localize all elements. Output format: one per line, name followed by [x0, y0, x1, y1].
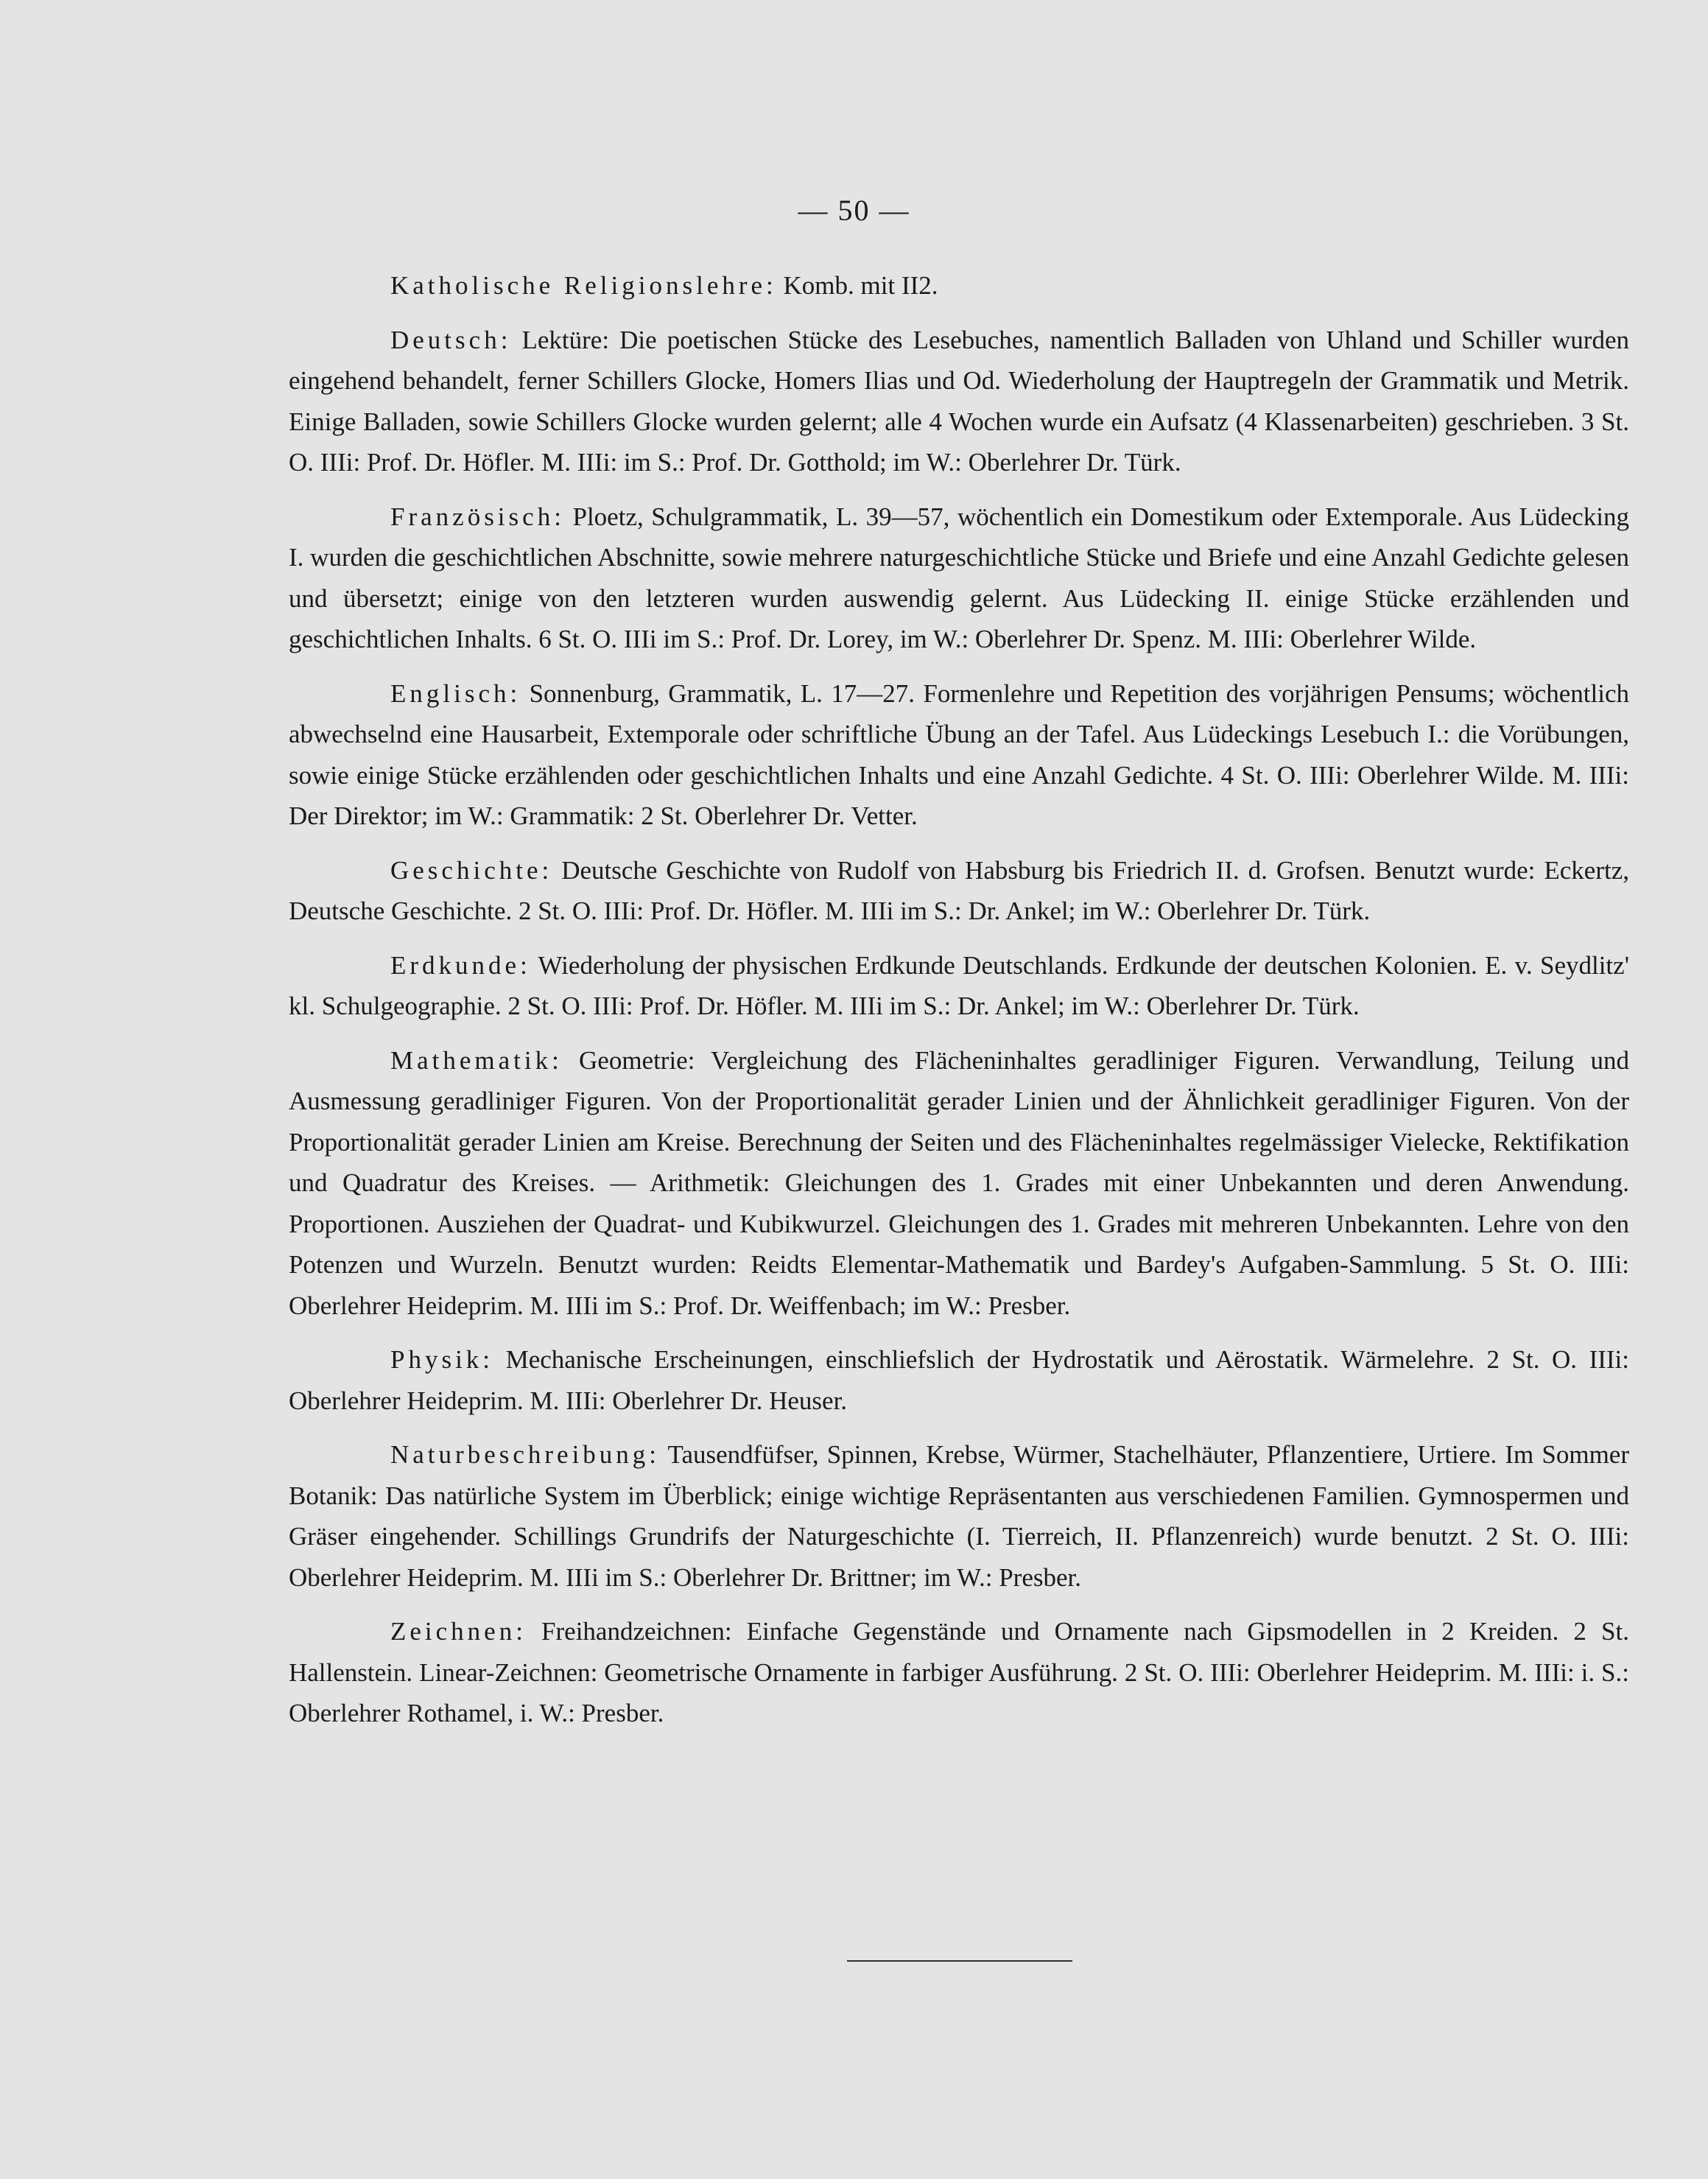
subject-paragraph — [289, 265, 1629, 306]
subject-text: Komb. mit II2. — [776, 271, 938, 300]
subject-title: Deutsch: — [390, 325, 512, 354]
subject-title: Zeichnen: — [390, 1617, 527, 1646]
subject-text: Tausendfüfser, Spinnen, Krebse, Würmer, Stachelhäuter, Pflanzentiere, Urtiere. Im Sommer Botanik: Das natürliche System im Überblick; einige wichtige Repräsentanten aus verschiedenen Familien. Gymnospermen und Gräser eingehender. Schillings Grundrifs der Naturgeschichte (I. Tierreich, II. Pflanzenreich) wurde benutzt. 2 St. O. IIIi: Oberlehrer Heideprim. M. IIIi im S.: Oberlehrer Dr. Brittner; im W.: Presber. — [289, 1440, 1629, 1592]
subject-title: Erdkunde: — [390, 950, 531, 980]
subject-text: Lektüre: Die poetischen Stücke des Lesebuches, namentlich Balladen von Uhland und Schiller wurden eingehend behandelt, ferner Schillers Glocke, Homers Ilias und Od. Wiederholung der Hauptregeln der Grammatik und Metrik. Einige Balladen, sowie Schillers Glocke wurden gelernt; alle 4 Wochen wurde ein Aufsatz (4 Klassenarbeiten) geschrieben. 3 St. O. IIIi: Prof. Dr. Höfler. M. IIIi: im S.: Prof. Dr. Gotthold; im W.: Oberlehrer Dr. Türk. — [289, 325, 1629, 477]
subject-paragraph — [289, 1434, 1629, 1598]
subject-title: Naturbeschreibung: — [390, 1440, 661, 1469]
subject-title: Französisch: — [390, 502, 565, 531]
subject-title: Katholische Religionslehre: — [390, 271, 777, 300]
subject-text: Ploetz, Schulgrammatik, L. 39—57, wöchentlich ein Domestikum oder Extemporale. Aus Lüdecking I. wurden die geschichtlichen Abschnitte, sowie mehrere naturgeschichtliche Stücke und Briefe und eine Anzahl Gedichte gelesen und übersetzt; einige von den letzteren wurden auswendig gelernt. Aus Lüdecking II. einige Stücke erzählenden und geschichtlichen Inhalts. 6 St. O. IIIi im S.: Prof. Dr. Lorey, im W.: Oberlehrer Dr. Spenz. M. IIIi: Oberlehrer Wilde. — [289, 502, 1629, 653]
subject-text: Sonnenburg, Grammatik, L. 17—27. Formenlehre und Repetition des vorjährigen Pensums; wöchentlich abwechselnd eine Hausarbeit, Extemporale oder schriftliche Übung an der Tafel. Aus Lüdeckings Lesebuch I.: die Vorübungen, sowie einige Stücke erzählenden oder geschichtlichen Inhalts und eine Anzahl Gedichte. 4 St. O. IIIi: Oberlehrer Wilde. M. IIIi: Der Direktor; im W.: Grammatik: 2 St. Oberlehrer Dr. Vetter. — [289, 678, 1629, 830]
subject-text: Deutsche Geschichte von Rudolf von Habsburg bis Friedrich II. d. Grofsen. Benutzt wurde: Eckertz, Deutsche Geschichte. 2 St. O. IIIi: Prof. Dr. Höfler. M. IIIi im S.: Dr. Ankel; im W.: Oberlehrer Dr. Türk. — [289, 855, 1629, 925]
subject-text: Freihandzeichnen: Einfache Gegenstände und Ornamente nach Gipsmodellen in 2 Kreiden. 2 St. Hallenstein. Linear-Zeichnen: Geometrische Ornamente in farbiger Ausführung. 2 St. O. IIIi: Oberlehrer Heideprim. M. IIIi: i. S.: Oberlehrer Rothamel, i. W.: Presber. — [289, 1617, 1629, 1727]
subject-paragraph — [289, 673, 1629, 837]
subject-paragraph — [289, 1339, 1629, 1421]
subject-list — [289, 265, 1629, 1747]
subject-paragraph — [289, 945, 1629, 1027]
subject-title: Physik: — [390, 1345, 494, 1374]
subject-paragraph — [289, 850, 1629, 932]
subject-text: Mechanische Erscheinungen, einschliefslich der Hydrostatik und Aërostatik. Wärmelehre. 2 St. O. IIIi: Oberlehrer Heideprim. M. IIIi: Oberlehrer Dr. Heuser. — [289, 1345, 1629, 1415]
subject-title: Englisch: — [390, 678, 521, 708]
subject-paragraph — [289, 1611, 1629, 1734]
subject-paragraph — [289, 496, 1629, 660]
subject-paragraph — [289, 320, 1629, 483]
page-number: — 50 — — [798, 194, 910, 227]
subject-title: Geschichte: — [390, 855, 553, 885]
subject-title: Mathematik: — [390, 1045, 563, 1075]
subject-text: Geometrie: Vergleichung des Flächeninhaltes geradliniger Figuren. Verwandlung, Teilung und Ausmessung geradliniger Figuren. Von der Proportionalität gerader Linien und der Ähnlichkeit geradliniger Figuren. Von der Proportionalität gerader Linien am Kreise. Berechnung der Seiten und des Flächeninhaltes regelmässiger Vielecke, Rektifikation und Quadratur des Kreises. — Arithmetik: Gleichungen des 1. Grades mit einer Unbekannten und deren Anwendung. Proportionen. Ausziehen der Quadrat- und Kubikwurzel. Gleichungen des 1. Grades mit mehreren Unbekannten. Lehre von den Potenzen und Wurzeln. Benutzt wurden: Reidts Elementar-Mathematik und Bardey's Aufgaben-Sammlung. 5 St. O. IIIi: Oberlehrer Heideprim. M. IIIi im S.: Prof. Dr. Weiffenbach; im W.: Presber. — [289, 1045, 1629, 1320]
footer-rule — [847, 1960, 1072, 1962]
subject-text: Wiederholung der physischen Erdkunde Deutschlands. Erdkunde der deutschen Kolonien. E. v. Seydlitz' kl. Schulgeographie. 2 St. O. IIIi: Prof. Dr. Höfler. M. IIIi im S.: Dr. Ankel; im W.: Oberlehrer Dr. Türk. — [289, 950, 1629, 1020]
subject-paragraph — [289, 1040, 1629, 1327]
